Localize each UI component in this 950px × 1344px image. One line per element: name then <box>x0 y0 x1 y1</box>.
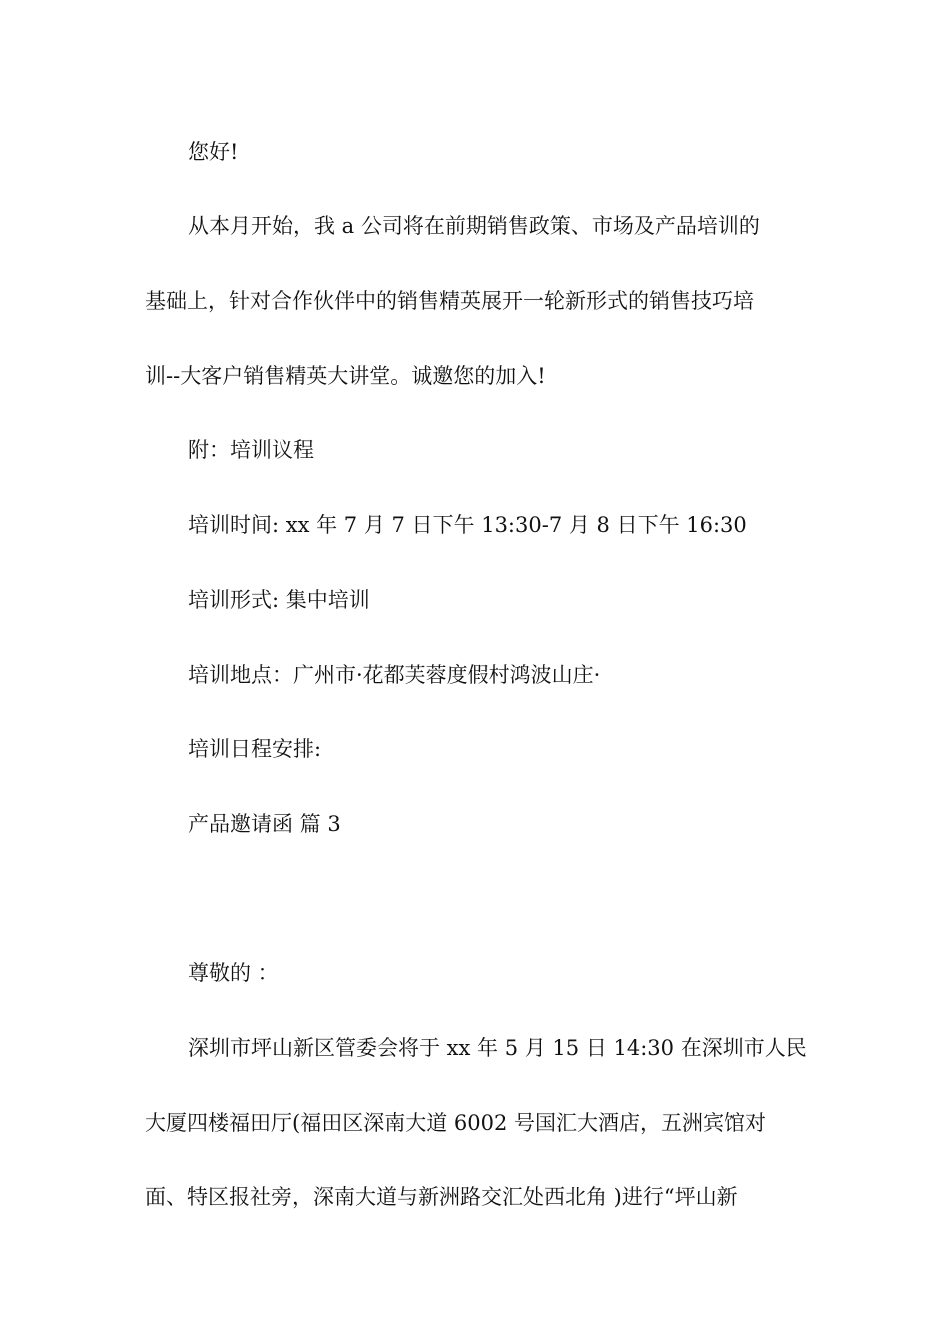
paragraph-line: 深圳市坪山新区管委会将于 xx 年 5 月 15 日 14:30 在深圳市人民 <box>188 1036 807 1060</box>
training-format: 培训形式: 集中培训 <box>188 588 370 612</box>
paragraph-line: 基础上，针对合作伙伴中的销售精英展开一轮新形式的销售技巧培 <box>145 289 754 313</box>
training-location: 培训地点：广州市·花都芙蓉度假村鸿波山庄· <box>188 663 601 687</box>
greeting-line: 您好! <box>188 140 239 164</box>
training-time: 培训时间: xx 年 7 月 7 日下午 13:30-7 月 8 日下午 16:30 <box>188 513 747 537</box>
training-schedule: 培训日程安排: <box>188 737 322 761</box>
paragraph-line: 面、特区报社旁，深南大道与新洲路交汇处西北角 )进行“坪山新 <box>145 1185 738 1209</box>
paragraph-line: 从本月开始，我 a 公司将在前期销售政策、市场及产品培训的 <box>188 214 760 238</box>
paragraph-line: 训--大客户销售精英大讲堂。诚邀您的加入! <box>145 364 546 388</box>
paragraph-line: 大厦四楼福田厅(福田区深南大道 6002 号国汇大酒店，五洲宾馆对 <box>145 1111 766 1135</box>
salutation-line: 尊敬的 ： <box>188 961 279 985</box>
section-title: 产品邀请函 篇 3 <box>188 812 341 836</box>
agenda-heading: 附：培训议程 <box>188 438 314 462</box>
